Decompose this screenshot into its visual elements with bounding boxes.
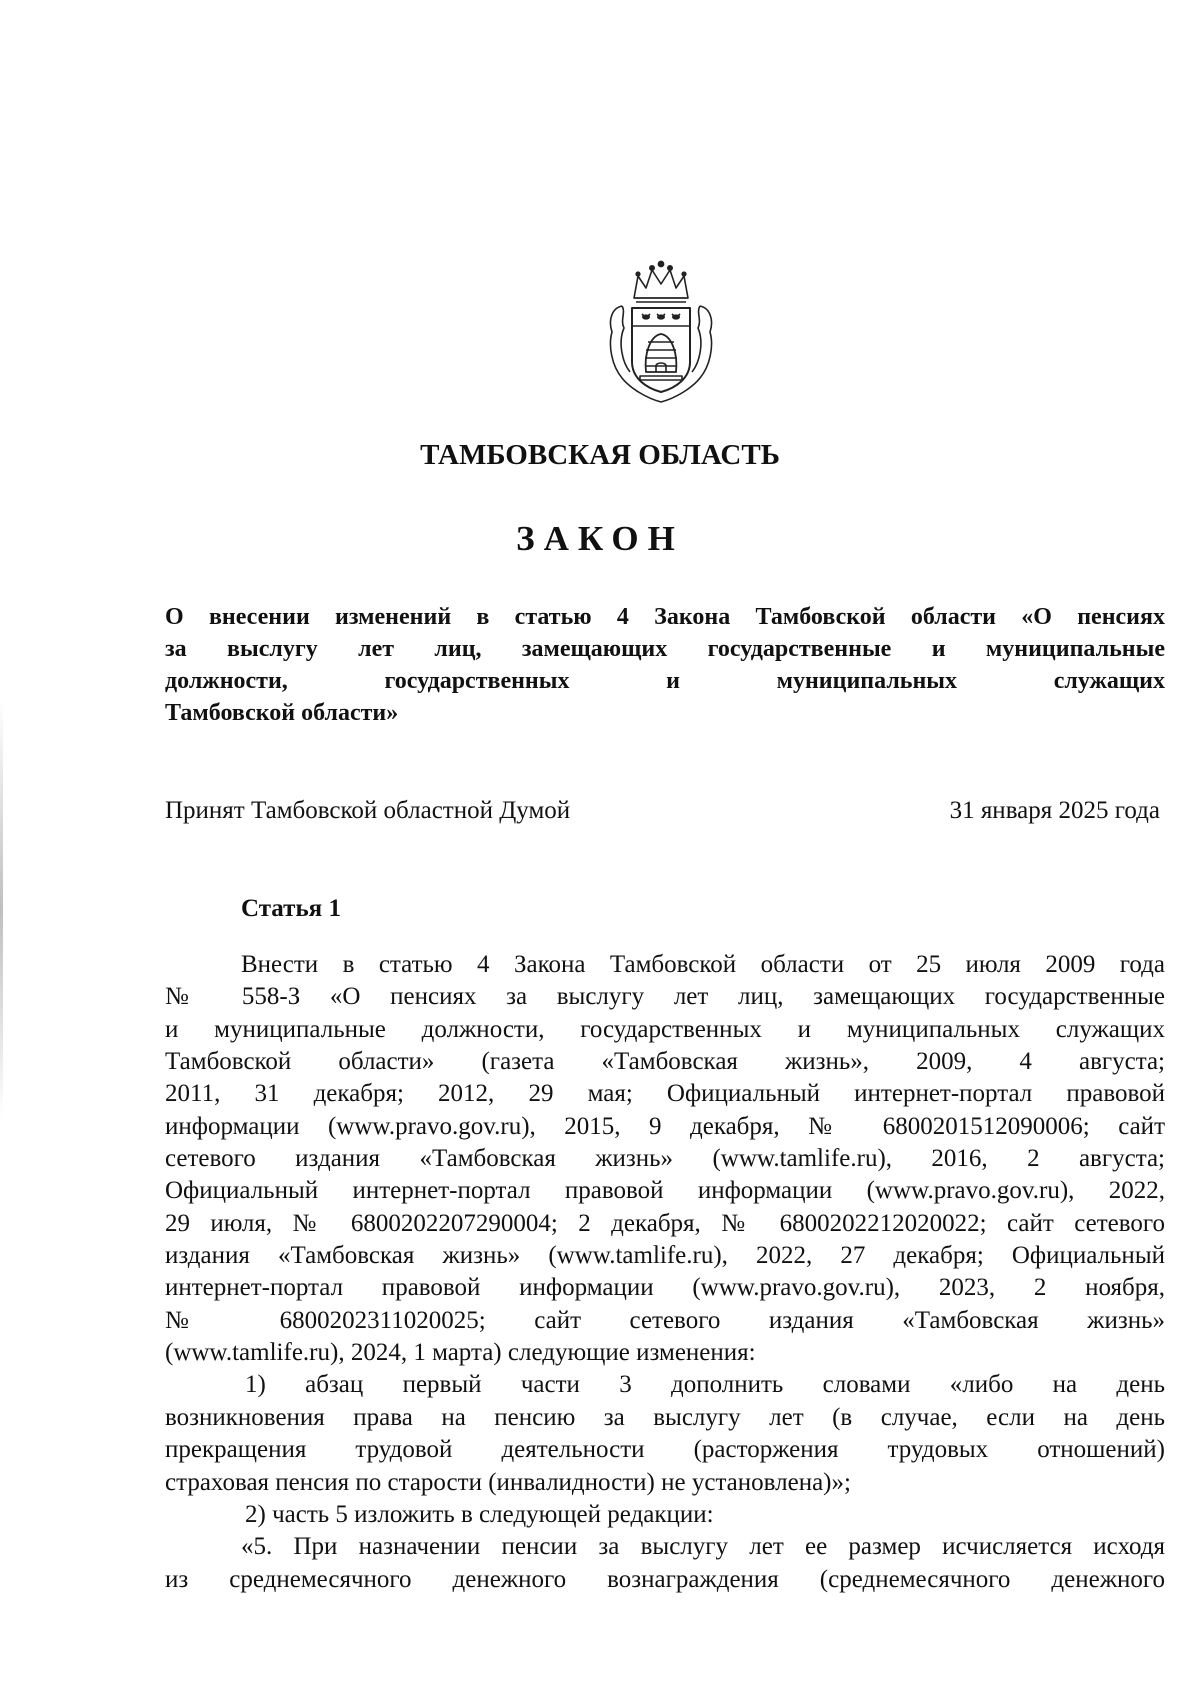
body-line: и муниципальные должности, государственных и муниципальных служащих xyxy=(165,1015,1165,1043)
region-heading: ТАМБОВСКАЯ ОБЛАСТЬ xyxy=(420,439,780,471)
law-title xyxy=(165,601,1165,729)
law-title-line: Тамбовской области» xyxy=(165,700,399,726)
body-line: № 6800202311020025; сайт сетевого издания «Тамбовская жизнь» xyxy=(165,1306,1165,1334)
body-line: (www.tamlife.ru), 2024, 1 марта) следующие изменения: xyxy=(165,1339,756,1367)
body-line: «5. При назначении пенсии за выслугу лет ее размер исчисляется исходя xyxy=(241,1533,1165,1561)
body-line: 1) абзац первый части 3 дополнить словами «либо на день xyxy=(245,1371,1165,1399)
body-line: информации (www.pravo.gov.ru), 2015, 9 декабря, № 6800201512090006; сайт xyxy=(165,1112,1165,1140)
body-line: возникновения права на пенсию за выслугу лет (в случае, если на день xyxy=(165,1403,1165,1431)
body-line: 2) часть 5 изложить в следующей редакции: xyxy=(245,1500,714,1528)
body-line: Тамбовской области» (газета «Тамбовская жизнь», 2009, 4 августа; xyxy=(165,1048,1165,1076)
body-line: издания «Тамбовская жизнь» (www.tamlife.ru), 2022, 27 декабря; Официальный xyxy=(165,1242,1165,1270)
law-title-line: должности, государственных и муниципальных служащих xyxy=(165,668,1165,694)
body-line: из среднемесячного денежного вознаграждения (среднемесячного денежного xyxy=(165,1565,1165,1593)
article-heading: Статья 1 xyxy=(241,895,341,922)
body-line: Официальный интернет-портал правовой информации (www.pravo.gov.ru), 2022, xyxy=(165,1177,1165,1205)
body-line: 29 июля, № 6800202207290004; 2 декабря, № 6800202212020022; сайт сетевого xyxy=(165,1209,1165,1237)
body-line: интернет-портал правовой информации (www.pravo.gov.ru), 2023, 2 ноября, xyxy=(165,1274,1165,1302)
law-title-line: О внесении изменений в статью 4 Закона Тамбовской области «О пенсиях xyxy=(165,604,1165,630)
adoption-date: 31 января 2025 года xyxy=(949,797,1160,824)
document-type-heading: ЗАКОН xyxy=(516,519,684,558)
law-title-line: за выслугу лет лиц, замещающих государственные и муниципальные xyxy=(165,636,1165,662)
coat-of-arms-tambov-icon xyxy=(600,258,722,406)
article-body xyxy=(165,949,1165,1596)
body-line: Внести в статью 4 Закона Тамбовской области от 25 июля 2009 года xyxy=(241,951,1165,978)
scan-edge-shadow xyxy=(0,700,3,1120)
body-line: № 558-З «О пенсиях за выслугу лет лиц, замещающих государственные xyxy=(165,983,1165,1011)
body-line: прекращения трудовой деятельности (расторжения трудовых отношений) xyxy=(165,1436,1165,1464)
body-line: сетевого издания «Тамбовская жизнь» (www.tamlife.ru), 2016, 2 августа; xyxy=(165,1145,1165,1173)
adopted-by: Принят Тамбовской областной Думой xyxy=(165,797,571,824)
body-line: страховая пенсия по старости (инвалидности) не установлена)»; xyxy=(165,1468,851,1496)
body-line: 2011, 31 декабря; 2012, 29 мая; Официальный интернет-портал правовой xyxy=(165,1080,1165,1108)
